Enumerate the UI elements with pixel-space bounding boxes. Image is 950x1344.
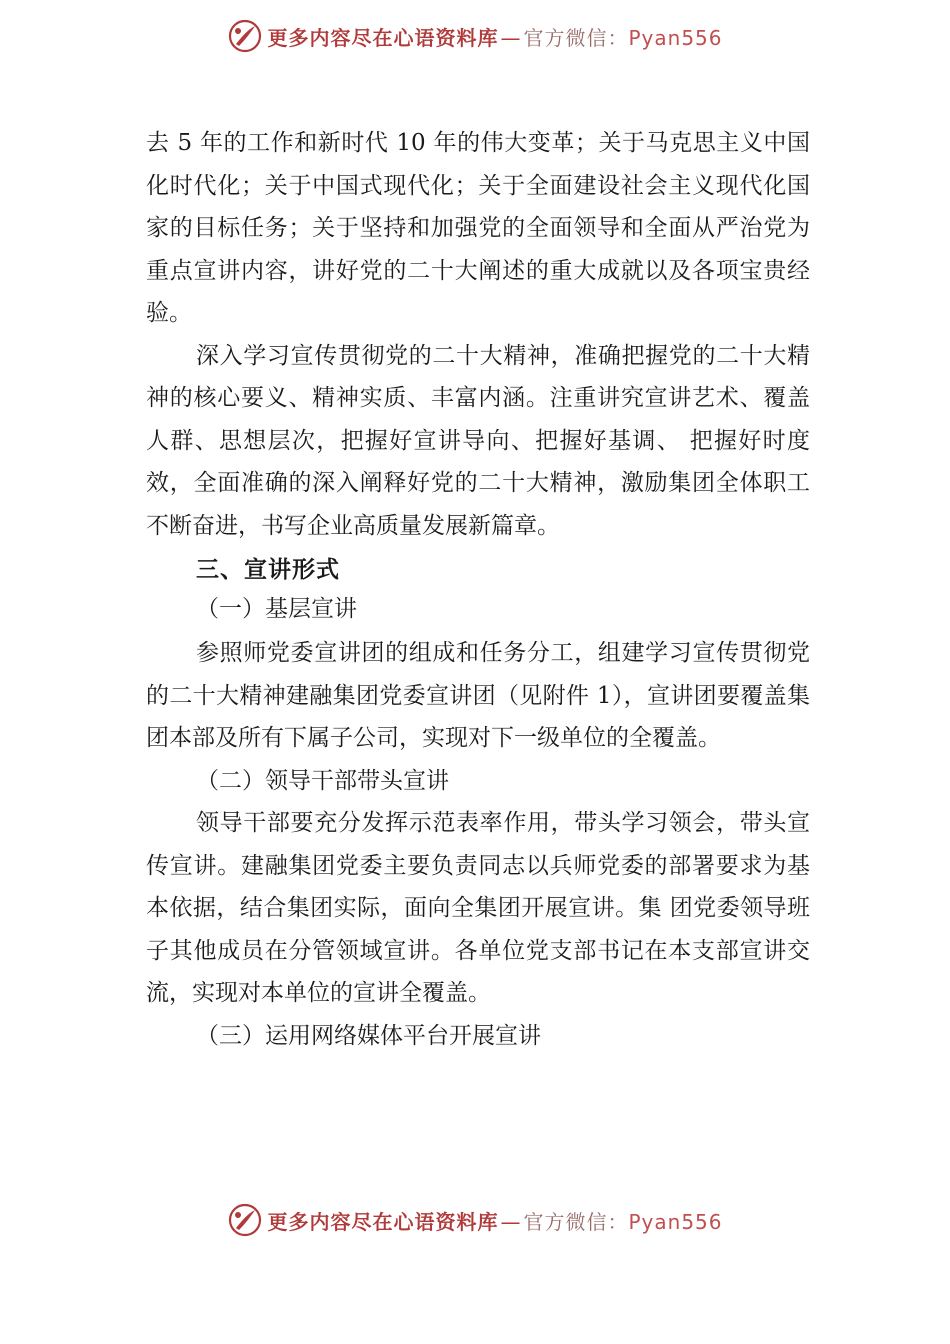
paragraph-2: 深入学习宣传贯彻党的二十大精神，准确把握党的二十大精神的核心要义、精神实质、丰富内涵。注重讲究宣讲艺术、覆盖人群、思想层次，把握好宣讲导向、把握好基调、 把握好时度效，全面准确的深入阐释好党的二十大精神，激励集团全体职工不断奋进，书写企业高质量发展新篇章。	[146, 342, 810, 539]
subheading-3: （三）运用网络媒体平台开展宣讲	[196, 1022, 541, 1049]
header-wechat-id: Pyan556	[628, 25, 723, 50]
footer-brand: 更多内容尽在心语资料库	[267, 1209, 499, 1234]
paragraph-1: 去 5 年的工作和新时代 10 年的伟大变革；关于马克思主义中国化时代化；关于中国式现代化；关于全面建设社会主义现代化国家的目标任务；关于坚持和加强党的全面领导和全面从严治党为重点宣讲内容，讲好党的二十大阐述的重大成就以及各项宝贵经验。	[146, 130, 810, 326]
header-wechat-label: 官方微信：	[523, 25, 629, 50]
header-banner	[0, 14, 950, 58]
header-separator: —	[500, 25, 522, 50]
footer-wechat-id: Pyan556	[628, 1209, 723, 1234]
brush-logo-icon	[227, 1202, 263, 1238]
paragraph-3: 参照师党委宣讲团的组成和任务分工，组建学习宣传贯彻党的二十大精神建融集团党委宣讲团（见附件 1），宣讲团要覆盖集团本部及所有下属子公司，实现对下一级单位的全覆盖。	[146, 640, 810, 751]
footer-banner-text	[267, 1206, 722, 1235]
header-banner-text	[267, 22, 722, 51]
footer-wechat-label: 官方微信：	[523, 1209, 629, 1234]
header-brand: 更多内容尽在心语资料库	[267, 25, 499, 50]
paragraph-4: 领导干部要充分发挥示范表率作用，带头学习领会，带头宣传宣讲。建融集团党委主要负责同志以兵师党委的部署要求为基本依据，结合集团实际，面向全集团开展宣讲。集 团党委领导班子其他成员在分管领域宣讲。各单位党支部书记在本支部宣讲交流，实现对本单位的宣讲全覆盖。	[146, 810, 810, 1006]
brush-logo-icon	[227, 18, 263, 54]
document-body	[146, 122, 810, 1057]
subheading-2: （二）领导干部带头宣讲	[196, 767, 449, 794]
footer-banner	[0, 1198, 950, 1242]
footer-separator: —	[500, 1209, 522, 1234]
subheading-1: （一）基层宣讲	[196, 595, 357, 622]
section-heading-3: 三、宣讲形式	[196, 557, 340, 583]
